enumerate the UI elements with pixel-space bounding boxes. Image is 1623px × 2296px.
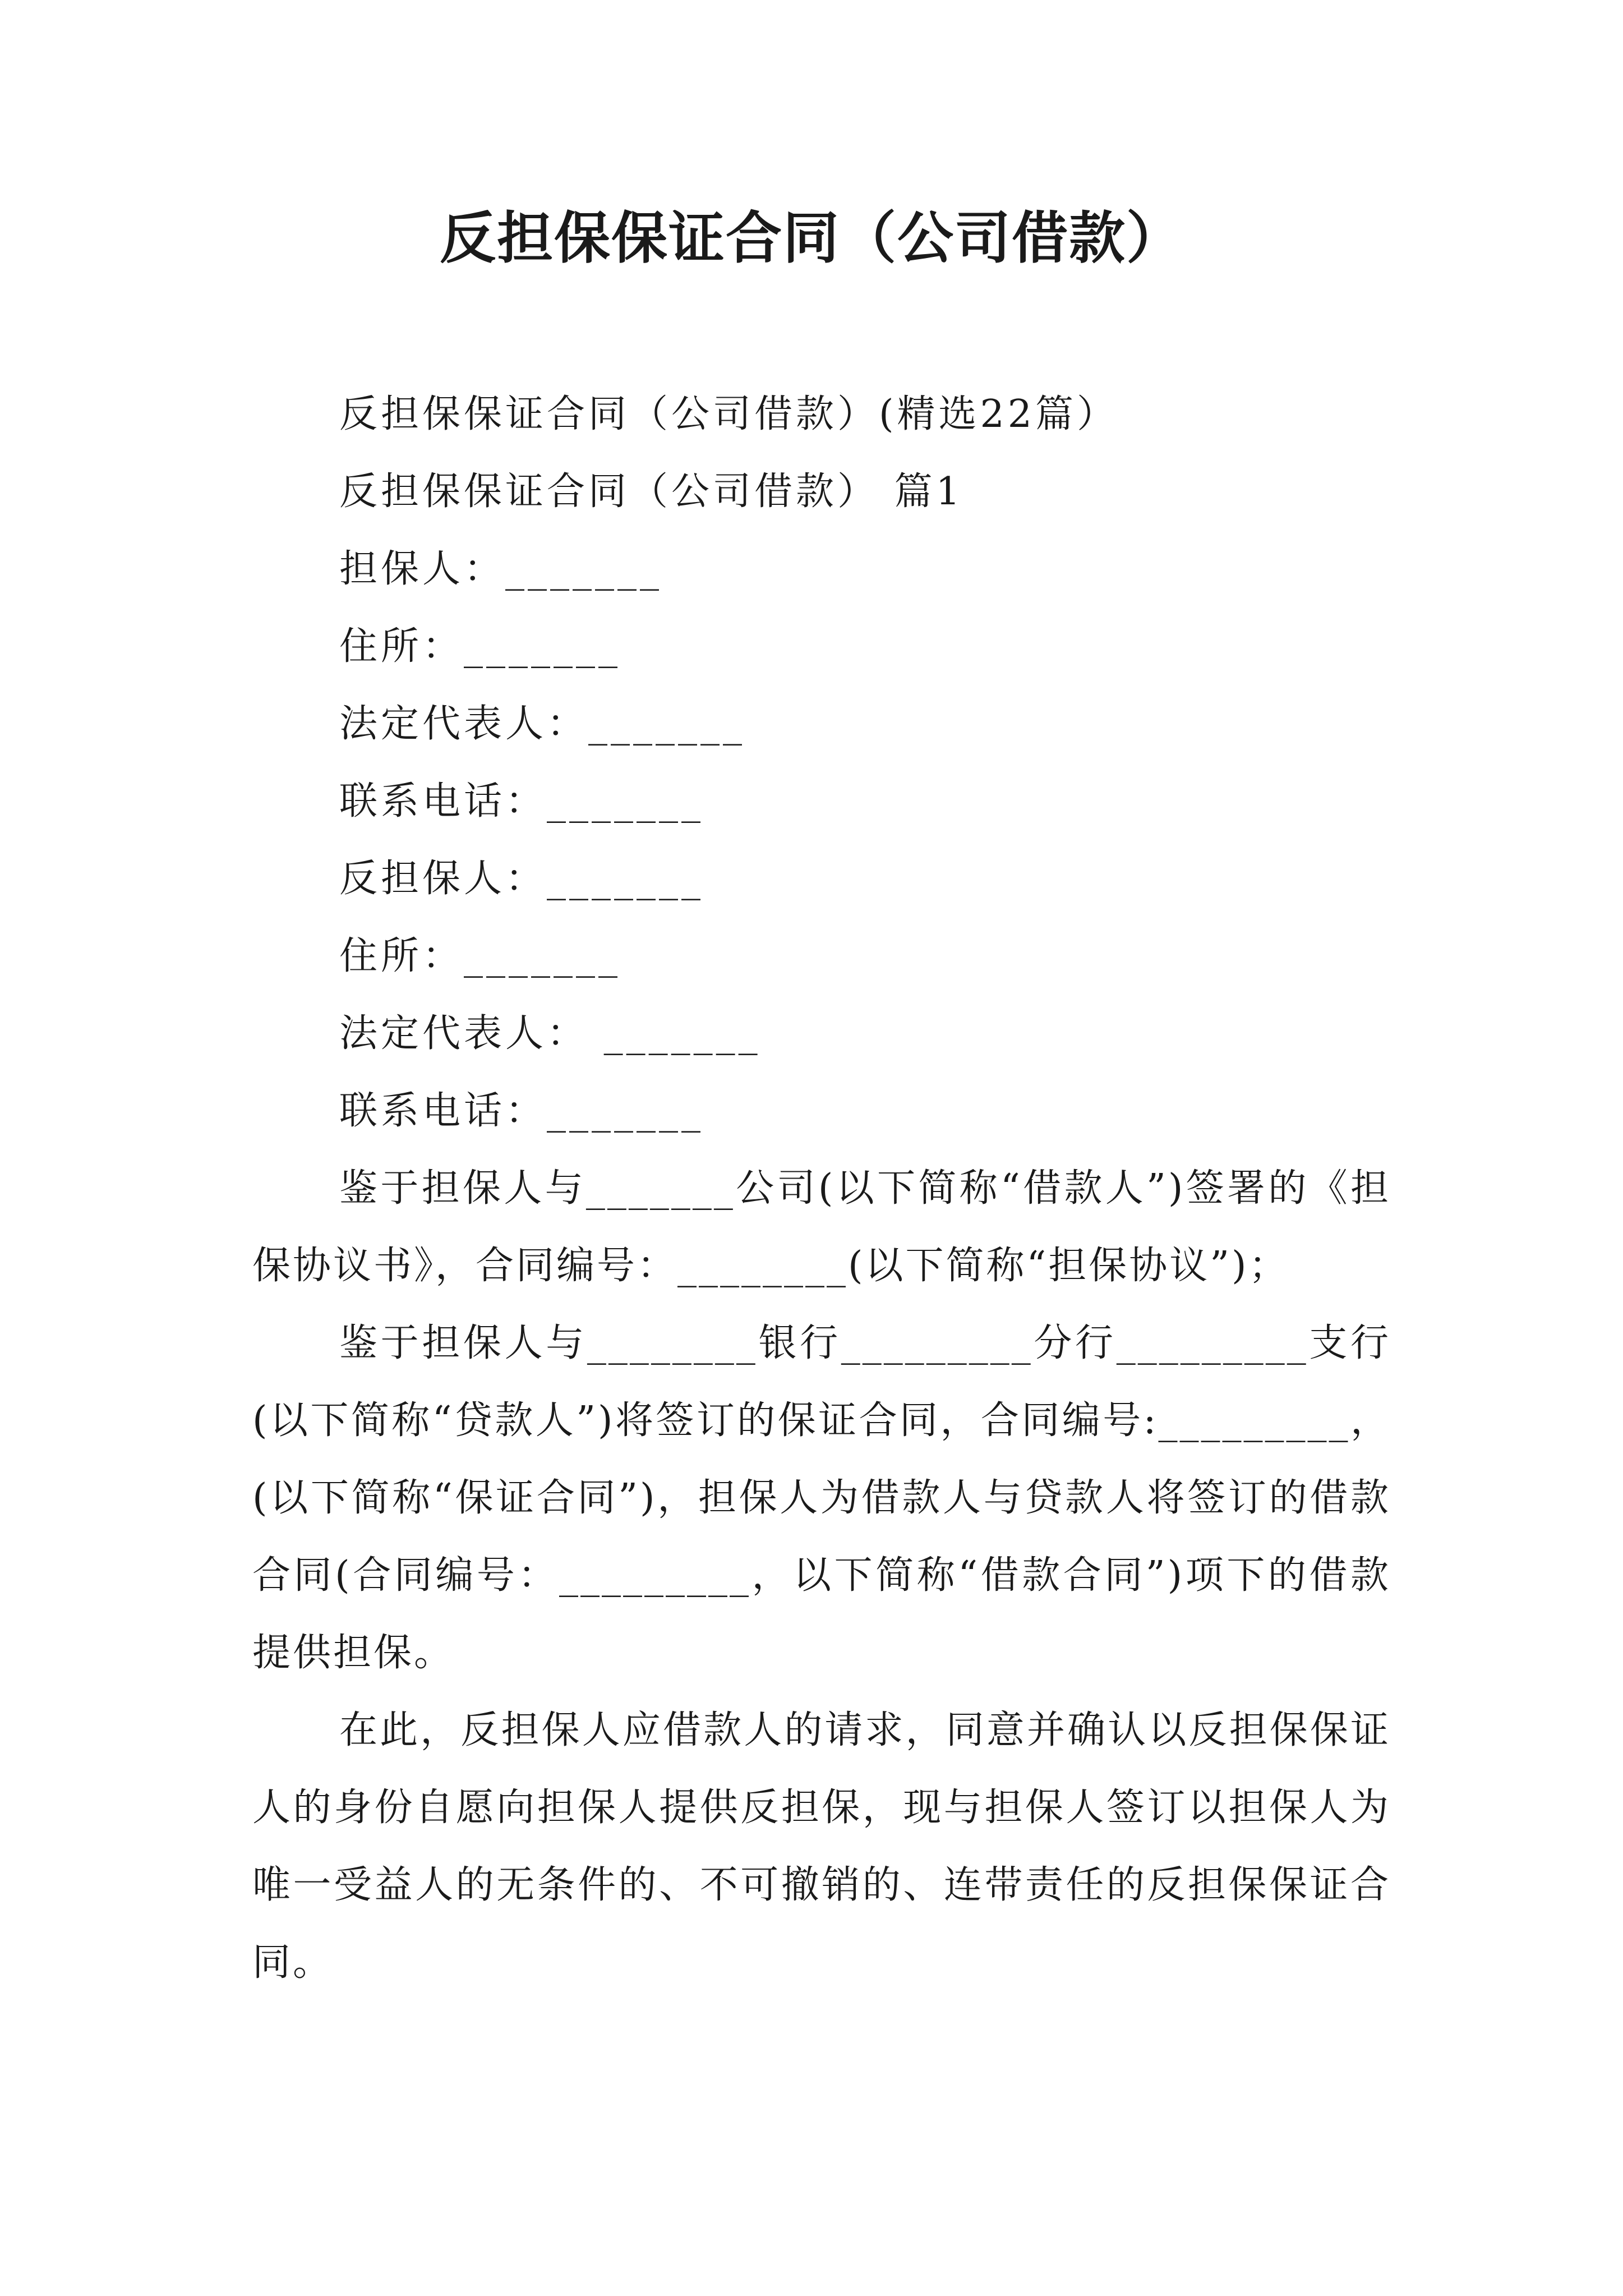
counter-guarantor-field: 反担保人：_______ (339, 857, 704, 901)
subtitle-article: 反担保保证合同（公司借款） 篇1 (339, 470, 963, 514)
counter-guarantor-legal-rep-field: 法定代表人： _______ (339, 1011, 761, 1056)
document-body (252, 376, 1391, 2001)
guarantor-legal-rep-field: 法定代表人：_______ (339, 702, 746, 746)
recital-paragraph-3: 在此，反担保人应借款人的请求，同意并确认以反担保保证人的身份自愿向担保人提供反担保，现与担保人签订以担保人为唯一受益人的无条件的、不可撤销的、连带责任的反担保保证合同。 (252, 1708, 1391, 1985)
guarantor-field: 担保人：_______ (339, 547, 663, 591)
guarantor-phone-field: 联系电话：_______ (339, 779, 704, 823)
counter-guarantor-phone-field: 联系电话：_______ (339, 1089, 704, 1133)
recital-paragraph-2: 鉴于担保人与________银行_________分行_________支行(以下简称“贷款人”)将签订的保证合同，合同编号:_________，(以下简称“保证合同”)，担保人为借款人与贷款人将签订的借款合同(合同编号：_________，以下简称“借款合同”)项下的借款提供担保。 (252, 1321, 1391, 1675)
counter-guarantor-address-field: 住所：_______ (339, 934, 621, 978)
guarantor-address-field: 住所：_______ (339, 624, 621, 669)
subtitle-selection: 反担保保证合同（公司借款）(精选22篇） (339, 392, 1119, 436)
document-title: 反担保保证合同（公司借款） (440, 205, 1183, 271)
recital-paragraph-1: 鉴于担保人与_______公司(以下简称“借款人”)签署的《担保协议书》，合同编号：________(以下简称“担保协议”)； (252, 1166, 1391, 1288)
